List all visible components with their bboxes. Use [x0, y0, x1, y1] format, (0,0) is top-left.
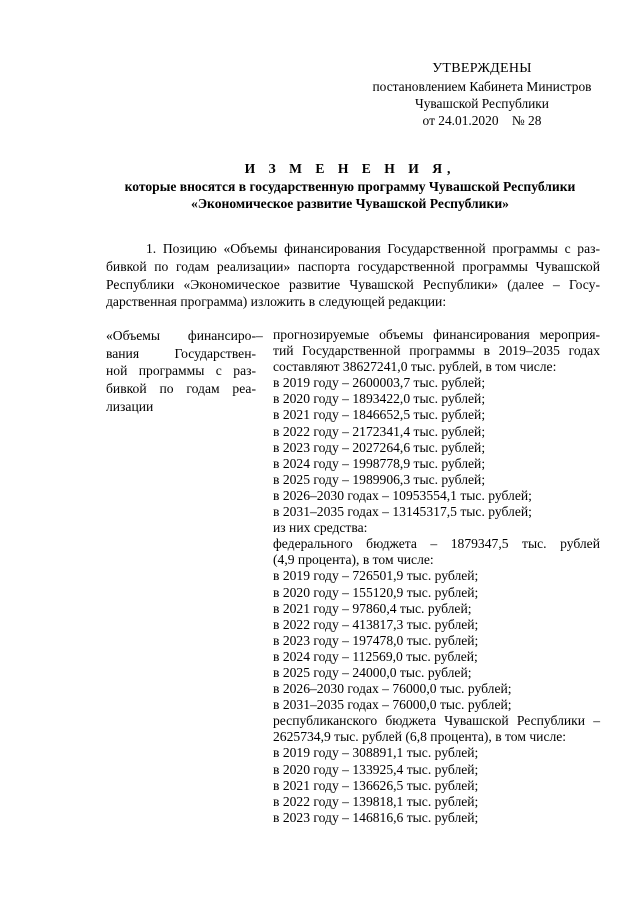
financing-line: в 2019 году – 308891,1 тыс. рублей;: [273, 745, 479, 761]
financing-line: в 2020 году – 133925,4 тыс. рублей;: [273, 761, 479, 777]
approval-block: [362, 60, 602, 129]
financing-line: в 2019 году – 726501,9 тыс. рублей;: [273, 568, 479, 584]
financing-line: в 2021 году – 97860,4 тыс. рублей;: [273, 600, 472, 616]
financing-line: в 2031–2035 годах – 13145317,5 тыс. рублей;: [273, 504, 532, 520]
separator-dash: –: [256, 328, 263, 343]
financing-line: из них средства:: [273, 520, 368, 536]
approval-line: Чувашской Республики: [415, 96, 549, 111]
title-line: «Экономическое развитие Чувашской Республики»: [191, 196, 509, 211]
intro-line: дарственная программа) изложить в следующей редакции:: [106, 294, 447, 310]
financing-line: федерального бюджета – 1879347,5 тыс. рублей: [273, 536, 600, 552]
financing-line: в 2022 году – 139818,1 тыс. рублей;: [273, 793, 479, 809]
financing-line: в 2023 году – 197478,0 тыс. рублей;: [273, 632, 479, 648]
financing-line: в 2026–2030 годах – 76000,0 тыс. рублей;: [273, 681, 512, 697]
financing-line: в 2021 году – 136626,5 тыс. рублей;: [273, 777, 479, 793]
approval-line: постановлением Кабинета Министров: [372, 79, 592, 94]
approval-date: от 24.01.2020 № 28: [422, 113, 542, 128]
intro-line: Республики «Экономическое развитие Чувашской Республики» (далее – Госу-: [106, 276, 600, 292]
approval-stamp: УТВЕРЖДЕНЫ: [432, 61, 532, 76]
financing-line: в 2021 году – 1846652,5 тыс. рублей;: [273, 407, 486, 423]
position-label: [106, 327, 256, 416]
title-line: которые вносятся в государственную программу Чувашской Республики: [124, 179, 576, 194]
financing-line: тий Государственной программы в 2019–2035 годах: [273, 343, 600, 359]
financing-line: в 2024 году – 1998778,9 тыс. рублей;: [273, 455, 486, 471]
financing-line: республиканского бюджета Чувашской Республики –: [273, 713, 600, 729]
financing-line: в 2024 году – 112569,0 тыс. рублей;: [273, 648, 478, 664]
financing-line: в 2019 году – 2600003,7 тыс. рублей;: [273, 375, 486, 391]
label-line: вания Государствен-: [106, 345, 256, 361]
document-title: [100, 160, 600, 212]
financing-line: в 2025 году – 1989906,3 тыс. рублей;: [273, 471, 486, 487]
label-line: «Объемы финансиро-: [106, 328, 256, 343]
financing-line: прогнозируемые объемы финансирования мероприя-: [273, 327, 600, 342]
financing-line: (4,9 процента), в том числе:: [273, 552, 434, 568]
financing-line: в 2031–2035 годах – 76000,0 тыс. рублей;: [273, 697, 512, 713]
financing-line: в 2022 году – 413817,3 тыс. рублей;: [273, 616, 479, 632]
financing-line: в 2025 году – 24000,0 тыс. рублей;: [273, 664, 472, 680]
financing-details: [273, 327, 600, 826]
intro-paragraph: [106, 240, 600, 311]
intro-line: 1. Позицию «Объемы финансирования Государственной программы с раз-: [146, 241, 600, 256]
financing-line: в 2020 году – 1893422,0 тыс. рублей;: [273, 391, 486, 407]
label-line: ной программы с раз-: [106, 363, 256, 379]
label-line: бивкой по годам реа-: [106, 381, 256, 397]
financing-line: 2625734,9 тыс. рублей (6,8 процента), в том числе:: [273, 729, 567, 745]
financing-line: в 2022 году – 2172341,4 тыс. рублей;: [273, 423, 486, 439]
title-heading: И З М Е Н Е Н И Я,: [244, 161, 456, 176]
label-line: лизации: [106, 398, 154, 414]
financing-line: в 2023 году – 146816,6 тыс. рублей;: [273, 809, 479, 825]
intro-line: бивкой по годам реализации» паспорта государственной программы Чувашской: [106, 258, 600, 274]
financing-line: в 2026–2030 годах – 10953554,1 тыс. рублей;: [273, 487, 532, 503]
financing-line: в 2023 году – 2027264,6 тыс. рублей;: [273, 439, 486, 455]
financing-line: составляют 38627241,0 тыс. рублей, в том числе:: [273, 359, 557, 375]
financing-line: в 2020 году – 155120,9 тыс. рублей;: [273, 584, 479, 600]
